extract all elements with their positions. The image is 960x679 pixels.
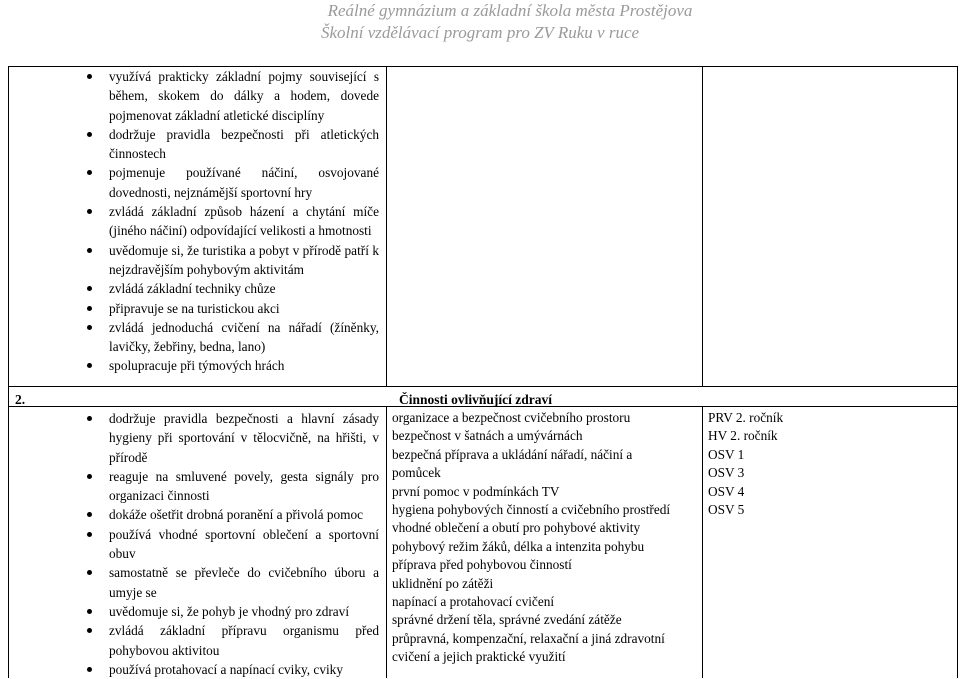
content-line: bezpečnost v šatnách a umývárnách xyxy=(392,428,583,444)
section-title: Činnosti ovlivňující zdraví xyxy=(399,392,553,407)
curriculum-table xyxy=(8,66,958,678)
cross-link: HV 2. ročník xyxy=(708,428,778,444)
list-item: zvládá základní přípravu organismu před pohybovou aktivitou xyxy=(81,621,379,660)
cross-link: PRV 2. ročník xyxy=(708,410,784,425)
list-item: spolupracuje při týmových hrách xyxy=(81,356,379,375)
column-divider xyxy=(702,67,703,386)
cross-link: OSV 1 xyxy=(708,446,745,462)
cross-link: OSV 3 xyxy=(708,465,745,481)
content-line: pohybový režim žáků, délka a intenzita pohybu xyxy=(392,538,645,554)
section2-outcomes xyxy=(81,409,379,679)
list-item: připravuje se na turistickou akci xyxy=(81,299,379,318)
content-line: hygiena pohybových činností a cvičebního prostředí xyxy=(392,502,671,518)
school-name: Reálné gymnázium a základní škola města Prostějova xyxy=(327,1,693,20)
content-line: uklidnění po zátěži xyxy=(392,575,494,591)
content-line: správné držení těla, správné zvedání zátěže xyxy=(392,612,622,628)
content-line: první pomoc v podmínkách TV xyxy=(392,483,560,499)
section2-links xyxy=(708,409,948,519)
list-item: samostatně se převleče do cvičebního úboru a umyje se xyxy=(81,563,379,602)
content-line: organizace a bezpečnost cvičebního prostoru xyxy=(392,410,631,425)
section2-content xyxy=(392,409,697,667)
content-line: cvičení a jejich praktické využití xyxy=(392,649,566,665)
column-divider xyxy=(386,406,387,678)
cross-link: OSV 5 xyxy=(708,502,745,518)
content-line: napínací a protahovací cvičení xyxy=(392,594,555,610)
list-item: používá vhodné sportovní oblečení a sportovní obuv xyxy=(81,525,379,564)
list-item: dodržuje pravidla bezpečnosti a hlavní zásady hygieny při sportování v tělocvičně, na hřišti, v přírodě xyxy=(81,409,379,467)
section-number: 2. xyxy=(15,392,26,407)
list-item: dodržuje pravidla bezpečnosti při atletických činnostech xyxy=(81,125,379,164)
list-item: uvědomuje si, že turistika a pobyt v přírodě patří k nejzdravějším pohybovým aktivitám xyxy=(81,241,379,280)
cross-link: OSV 4 xyxy=(708,483,745,499)
list-item: zvládá základní způsob házení a chytání míče (jiného náčiní) odpovídající velikosti a hmotnosti xyxy=(81,202,379,241)
column-divider xyxy=(386,67,387,386)
program-name: Školní vzdělávací program pro ZV Ruku v ruce xyxy=(320,23,640,42)
column-divider xyxy=(702,406,703,678)
section1-outcomes xyxy=(81,67,379,376)
content-line: pomůcek xyxy=(392,465,441,481)
list-item: reaguje na smluvené povely, gesta signály pro organizaci činnosti xyxy=(81,467,379,506)
content-line: vhodné oblečení a obutí pro pohybové aktivity xyxy=(392,520,641,536)
list-item: uvědomuje si, že pohyb je vhodný pro zdraví xyxy=(81,602,379,621)
list-item: využívá prakticky základní pojmy související s během, skokem do dálky a hodem, dovede pojmenovat základní atletické disciplíny xyxy=(81,67,379,125)
list-item: pojmenuje používané náčiní, osvojované dovednosti, nejznámější sportovní hry xyxy=(81,163,379,202)
list-item: zvládá základní techniky chůze xyxy=(81,279,379,298)
page-header xyxy=(0,0,960,48)
content-line: bezpečná příprava a ukládání nářadí, náčiní a xyxy=(392,446,633,462)
content-line: průpravná, kompenzační, relaxační a jiná zdravotní xyxy=(392,630,665,646)
content-line: příprava před pohybovou činností xyxy=(392,557,572,573)
list-item: dokáže ošetřit drobná poranění a přivolá pomoc xyxy=(81,505,379,524)
list-item: zvládá jednoduchá cvičení na nářadí (žíněnky, lavičky, žebřiny, bedna, lano) xyxy=(81,318,379,357)
list-item: používá protahovací a napínací cviky, cviky xyxy=(81,660,379,679)
row-divider xyxy=(9,386,957,387)
